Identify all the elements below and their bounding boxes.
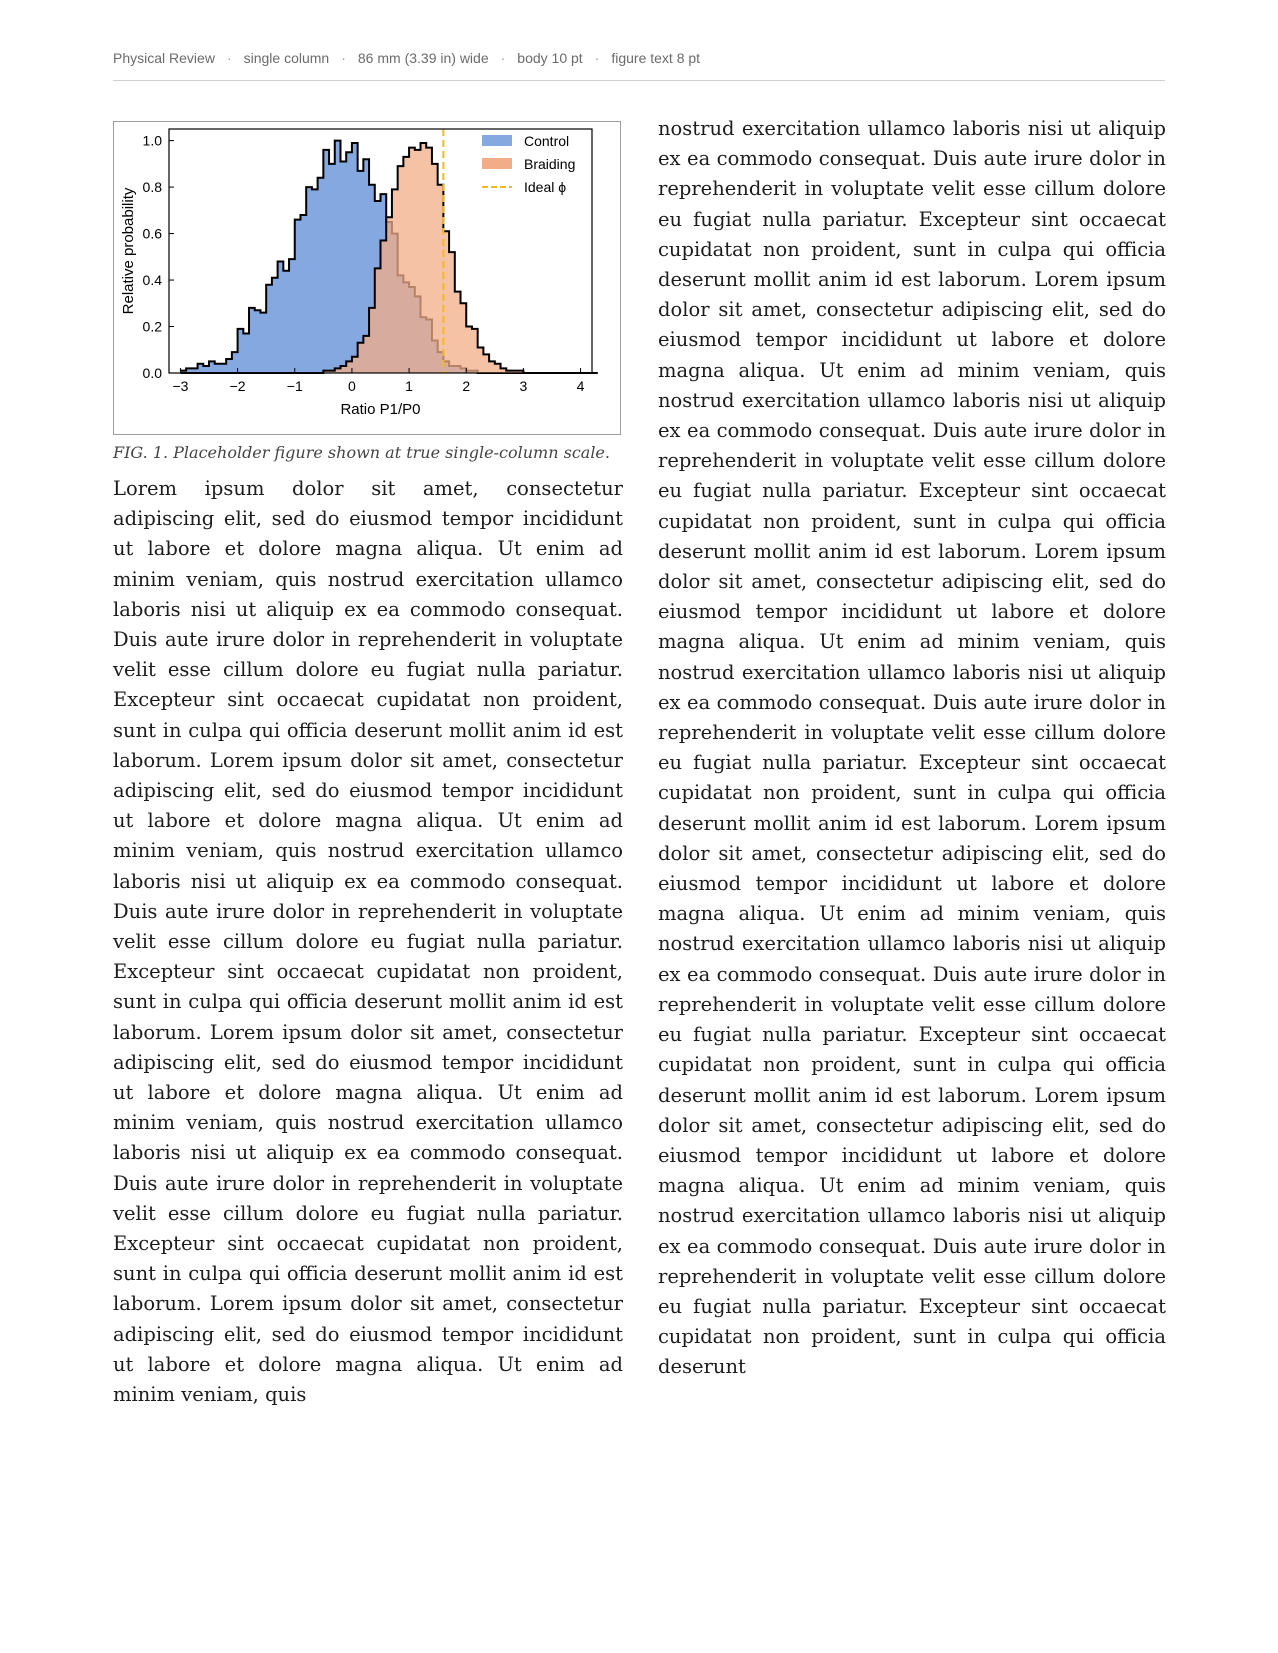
running-header xyxy=(113,50,1165,81)
legend-label: Ideal ϕ xyxy=(524,179,567,195)
figure-frame xyxy=(113,121,621,435)
header-figure-text-size: figure text 8 pt xyxy=(611,50,701,66)
legend-swatch xyxy=(482,135,512,146)
y-tick-label: 0.0 xyxy=(142,365,162,381)
y-axis-label: Relative probability xyxy=(120,187,137,315)
x-tick-label: 3 xyxy=(519,378,528,394)
header-body-size: body 10 pt xyxy=(517,50,583,66)
figure-caption: FIG. 1. Placeholder figure shown at true single-column scale. xyxy=(113,443,610,462)
x-tick-label: −2 xyxy=(229,378,246,394)
body-text-right: nostrud exercitation ullamco laboris nisi ut aliquip ex ea commodo consequat. Duis aute irure dolor in reprehenderit in voluptate velit esse cillum dolore eu fugiat nulla pariatur. Excepteur sint occaecat cupidatat non proident, sunt in culpa qui officia deserunt mollit anim id est laborum. Lorem ipsum dolor sit amet, consectetur adipiscing elit, sed do eiusmod tempor incididunt ut labore et dolore magna aliqua. Ut enim ad minim veniam, quis nostrud exercitation ullamco laboris nisi ut aliquip ex ea commodo consequat. Duis aute irure dolor in reprehenderit in voluptate velit esse cillum dolore eu fugiat nulla pariatur. Excepteur sint occaecat cupidatat non proident, sunt in culpa qui officia deserunt mollit anim id est laborum. Lorem ipsum dolor sit amet, consectetur adipiscing elit, sed do eiusmod tempor incididunt ut labore et dolore magna aliqua. Ut enim ad minim veniam, quis nostrud exercitation ullamco laboris nisi ut aliquip ex ea commodo consequat. Duis aute irure dolor in reprehenderit in voluptate velit esse cillum dolore eu fugiat nulla pariatur. Excepteur sint occaecat cupidatat non proident, sunt in culpa qui officia deserunt mollit anim id est laborum. Lorem ipsum dolor sit amet, consectetur adipiscing elit, sed do eiusmod tempor incididunt ut labore et dolore magna aliqua. Ut enim ad minim veniam, quis nostrud exercitation ullamco laboris nisi ut aliquip ex ea commodo consequat. Duis aute irure dolor in reprehenderit in voluptate velit esse cillum dolore eu fugiat nulla pariatur. Excepteur sint occaecat cupidatat non proident, sunt in culpa qui officia deserunt mollit anim id est laborum. Lorem ipsum dolor sit amet, consectetur adipiscing elit, sed do eiusmod tempor incididunt ut labore et dolore magna aliqua. Ut enim ad minim veniam, quis nostrud exercitation ullamco laboris nisi ut aliquip ex ea commodo consequat. Duis aute irure dolor in reprehenderit in voluptate velit esse cillum dolore eu fugiat nulla pariatur. Excepteur sint occaecat cupidatat non proident, sunt in culpa qui officia deserunt xyxy=(658,117,1166,1379)
x-tick-label: 1 xyxy=(405,378,413,394)
x-tick-label: 2 xyxy=(462,378,471,394)
left-column xyxy=(113,121,623,1410)
header-separator: · xyxy=(341,50,346,66)
right-column xyxy=(658,114,1166,1383)
x-axis-label: Ratio P1/P0 xyxy=(340,401,421,418)
legend-label: Braiding xyxy=(524,156,576,172)
x-tick-label: −1 xyxy=(286,378,303,394)
x-tick-label: 0 xyxy=(348,378,356,394)
header-journal: Physical Review xyxy=(113,50,215,66)
header-separator: · xyxy=(594,50,600,66)
legend-label: Control xyxy=(524,133,570,149)
y-tick-label: 0.6 xyxy=(142,225,162,242)
header-layout: single column xyxy=(243,50,330,66)
legend-swatch xyxy=(482,158,512,169)
y-tick-label: 1.0 xyxy=(142,132,162,149)
header-separator: · xyxy=(500,50,506,66)
histogram-chart xyxy=(114,122,620,434)
x-tick-label: −3 xyxy=(172,378,189,394)
y-tick-label: 0.8 xyxy=(142,179,162,196)
header-width: 86 mm (3.39 in) wide xyxy=(357,50,489,66)
y-tick-label: 0.2 xyxy=(142,318,162,335)
y-tick-label: 0.4 xyxy=(142,272,162,289)
body-text-left: Lorem ipsum dolor sit amet, consectetur adipiscing elit, sed do eiusmod tempor incididunt ut labore et dolore magna aliqua. Ut enim ad minim veniam, quis nostrud exercitation ullamco laboris nisi ut aliquip ex ea commodo consequat. Duis aute irure dolor in reprehenderit in voluptate velit esse cillum dolore eu fugiat nulla pariatur. Excepteur sint occaecat cupidatat non proident, sunt in culpa qui officia deserunt mollit anim id est laborum. Lorem ipsum dolor sit amet, consectetur adipiscing elit, sed do eiusmod tempor incididunt ut labore et dolore magna aliqua. Ut enim ad minim veniam, quis nostrud exercitation ullamco laboris nisi ut aliquip ex ea commodo consequat. Duis aute irure dolor in reprehenderit in voluptate velit esse cillum dolore eu fugiat nulla pariatur. Excepteur sint occaecat cupidatat non proident, sunt in culpa qui officia deserunt mollit anim id est laborum. Lorem ipsum dolor sit amet, consectetur adipiscing elit, sed do eiusmod tempor incididunt ut labore et dolore magna aliqua. Ut enim ad minim veniam, quis nostrud exercitation ullamco laboris nisi ut aliquip ex ea commodo consequat. Duis aute irure dolor in reprehenderit in voluptate velit esse cillum dolore eu fugiat nulla pariatur. Excepteur sint occaecat cupidatat non proident, sunt in culpa qui officia deserunt mollit anim id est laborum. Lorem ipsum dolor sit amet, consectetur adipiscing elit, sed do eiusmod tempor incididunt ut labore et dolore magna aliqua. Ut enim ad minim veniam, quis xyxy=(113,477,623,1407)
x-tick-label: 4 xyxy=(576,378,585,394)
header-separator: · xyxy=(226,50,232,66)
